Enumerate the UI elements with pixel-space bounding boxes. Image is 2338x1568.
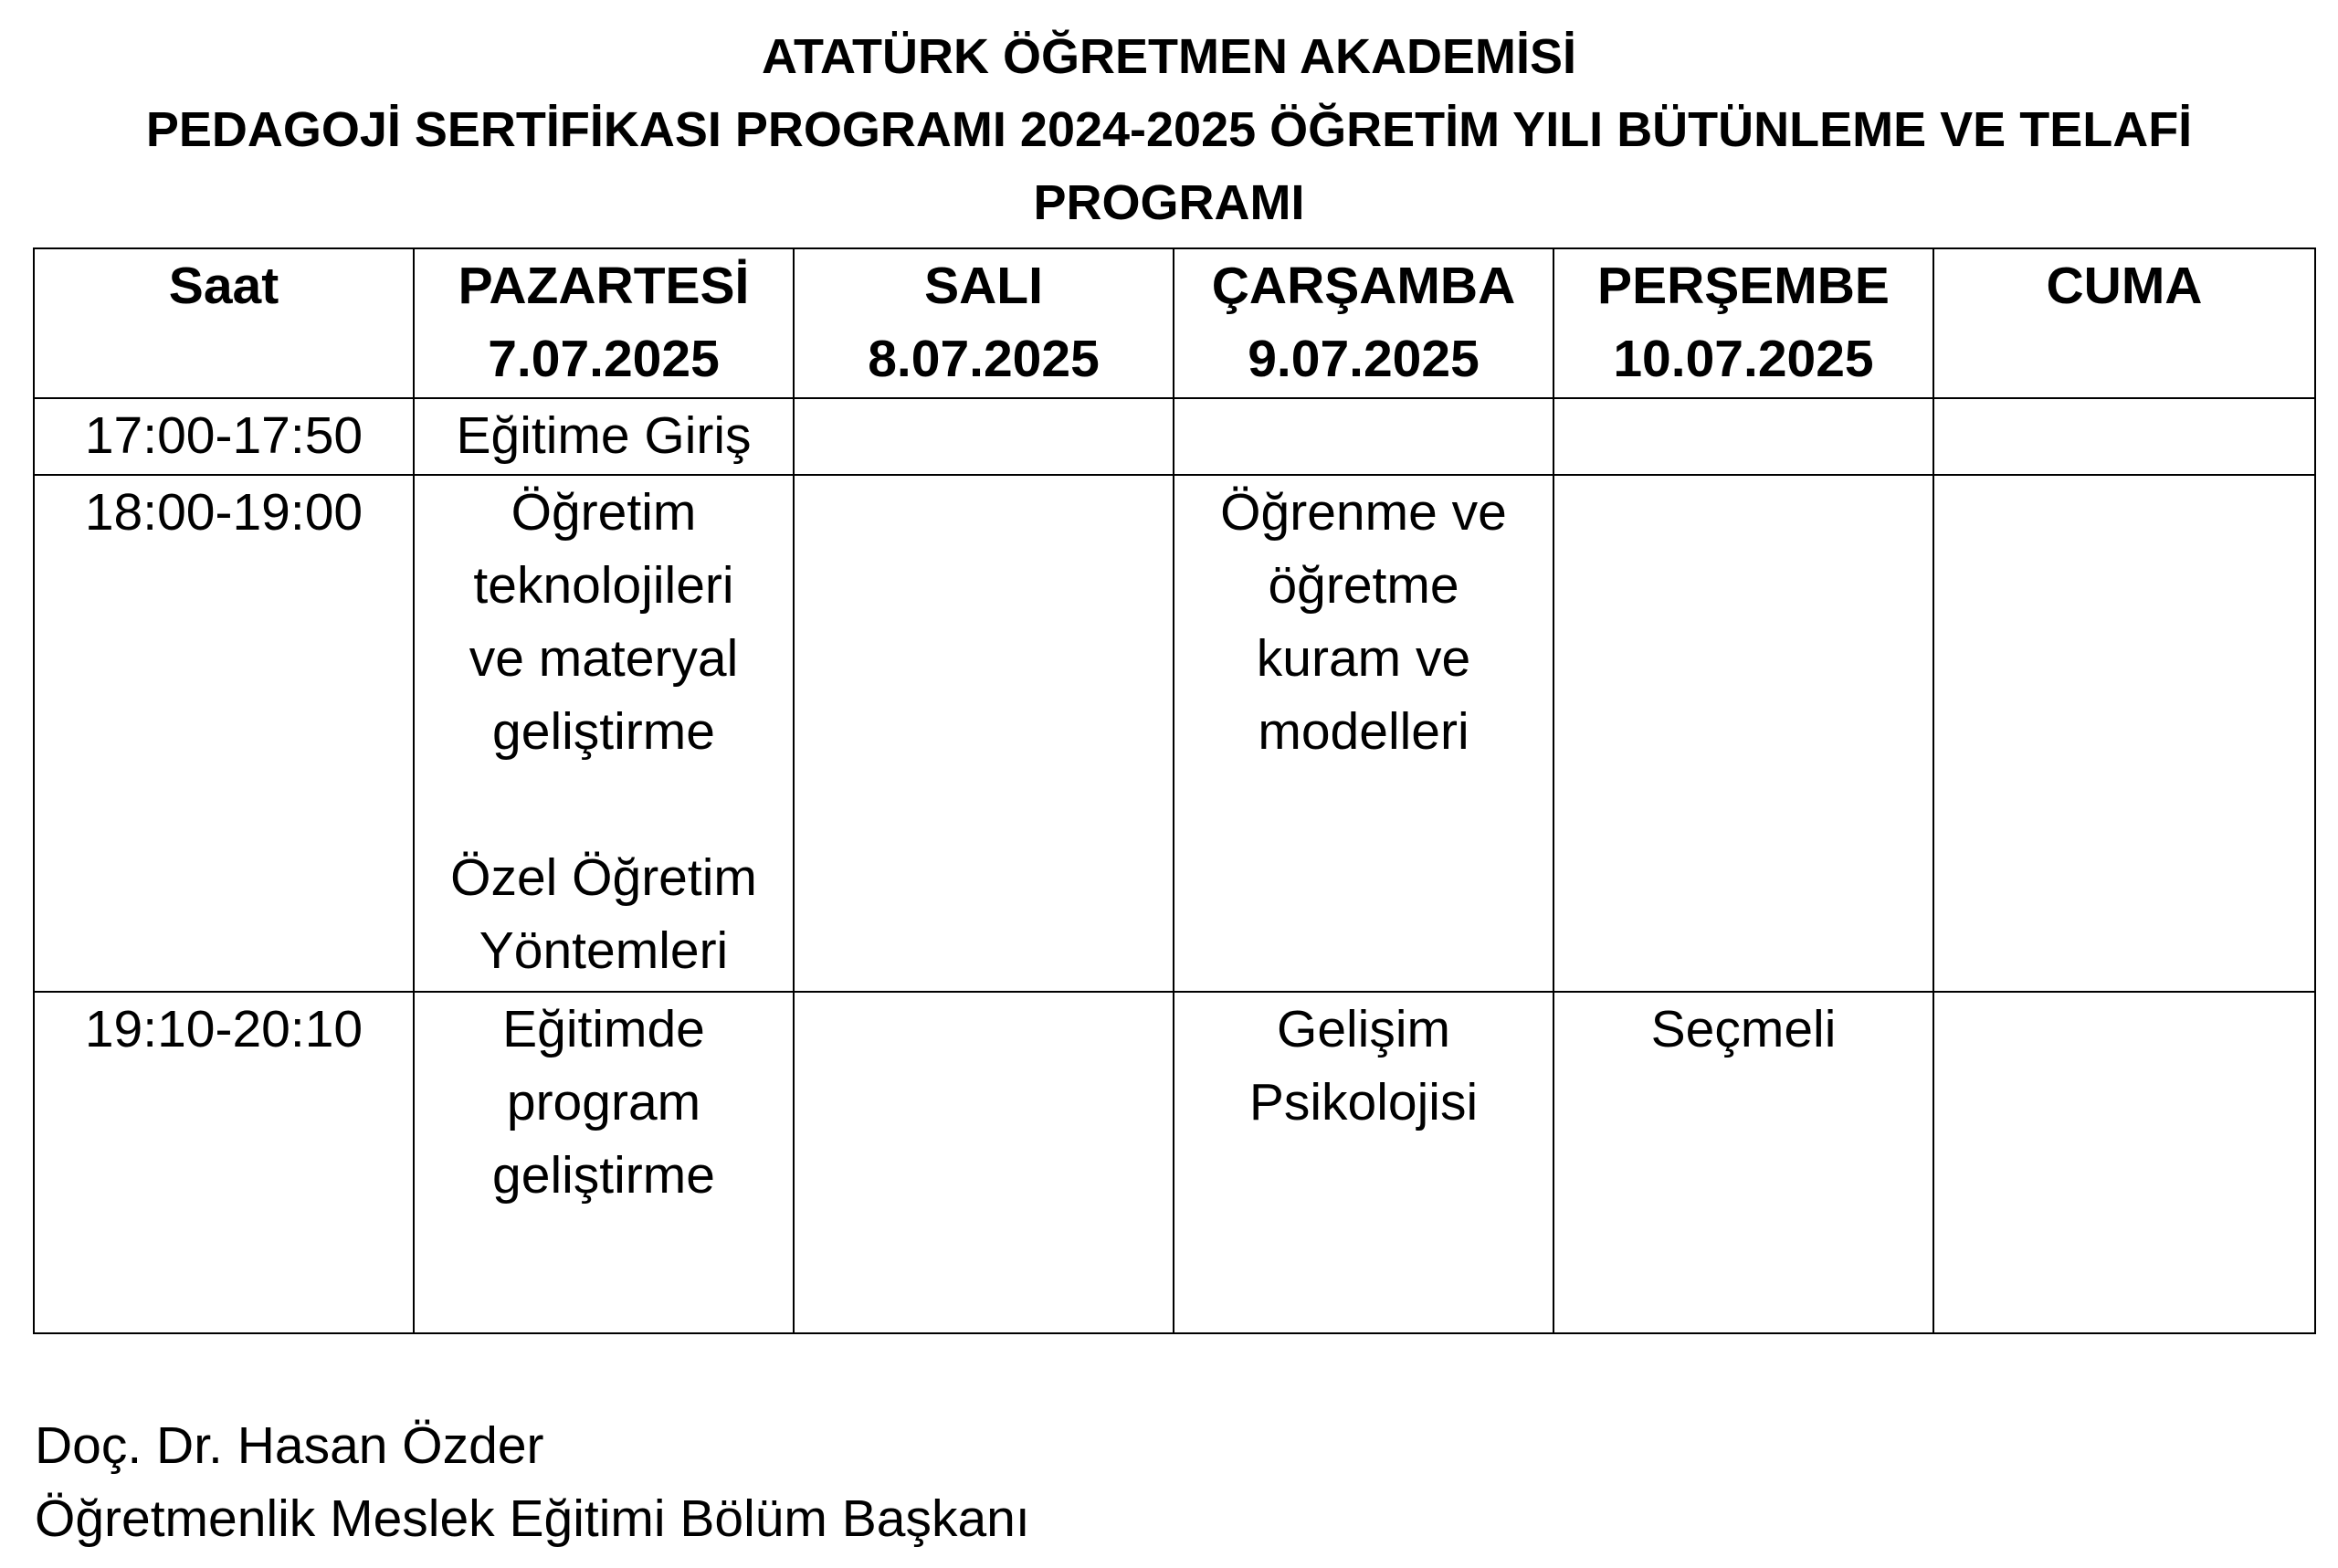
- column-header-tuesday: [794, 248, 1174, 398]
- institution-title: ATATÜRK ÖĞRETMEN AKADEMİSİ: [762, 29, 1576, 84]
- schedule-cell: [794, 475, 1174, 992]
- course-line: kuram ve: [1256, 629, 1471, 688]
- schedule-cell: [1174, 992, 1553, 1333]
- schedule-cell: [1553, 475, 1933, 992]
- program-title: PEDAGOJİ SERTİFİKASI PROGRAMI 2024-2025 ÖĞRETİM YILI BÜTÜNLEME VE TELAFİ PROGRAMI: [145, 102, 2193, 230]
- column-header-day: ÇARŞAMBA: [1211, 257, 1516, 315]
- schedule-cell: [1933, 475, 2315, 992]
- column-header-date: 8.07.2025: [868, 330, 1100, 388]
- schedule-cell: [1174, 475, 1553, 992]
- course-line: modelleri: [1258, 702, 1469, 761]
- signatory-name: Doç. Dr. Hasan Özder: [35, 1416, 544, 1475]
- column-header-day: CUMA: [2046, 257, 2203, 315]
- schedule-body: [34, 398, 2315, 1333]
- course-line: öğretme: [1268, 556, 1459, 615]
- course-line: Özel Öğretim: [450, 848, 757, 907]
- schedule-cell: [1553, 398, 1933, 475]
- course-line: Yöntemleri: [479, 921, 729, 980]
- course-line: program: [506, 1073, 701, 1131]
- course-line: Eğitimde: [502, 1000, 705, 1058]
- signatory-position: Öğretmenlik Meslek Eğitimi Bölüm Başkanı: [35, 1489, 1030, 1548]
- schedule-cell: [1174, 398, 1553, 475]
- course-line: Öğretim: [511, 483, 697, 542]
- time-cell: 19:10-20:10: [34, 992, 414, 1333]
- course-line: Öğrenme ve: [1220, 483, 1507, 542]
- schedule-cell: [414, 992, 794, 1333]
- schedule-cell: [414, 398, 794, 475]
- column-header-time: [34, 248, 414, 398]
- course-line: teknolojileri: [473, 556, 734, 615]
- table-row: [34, 398, 2315, 475]
- document-header: [0, 20, 2338, 239]
- header-row: [34, 248, 2315, 398]
- column-header-date: 7.07.2025: [488, 330, 720, 388]
- column-header-date: 10.07.2025: [1613, 330, 1874, 388]
- schedule-cell: [794, 992, 1174, 1333]
- course-line: ve materyal: [469, 629, 739, 688]
- schedule-table: [33, 247, 2316, 1334]
- course-line: Gelişim: [1276, 1000, 1450, 1058]
- table-row: [34, 992, 2315, 1333]
- schedule-cell: [1933, 398, 2315, 475]
- table-row: [34, 475, 2315, 992]
- course-line: geliştirme: [492, 702, 715, 761]
- schedule-cell: [1933, 992, 2315, 1333]
- schedule-cell: [1553, 992, 1933, 1333]
- time-cell: 17:00-17:50: [34, 398, 414, 475]
- course-line: Psikolojisi: [1248, 1073, 1479, 1131]
- column-header-wednesday: [1174, 248, 1553, 398]
- signature-block: [35, 1409, 1030, 1555]
- schedule-cell: [794, 398, 1174, 475]
- column-header-date: 9.07.2025: [1248, 330, 1480, 388]
- column-header-day: PAZARTESİ: [458, 257, 750, 315]
- column-header-day: PERŞEMBE: [1597, 257, 1890, 315]
- course-line: geliştirme: [492, 1146, 715, 1205]
- column-header-day: SALI: [924, 257, 1043, 315]
- course-line: Seçmeli: [1650, 1000, 1837, 1058]
- time-cell: 18:00-19:00: [34, 475, 414, 992]
- schedule-cell: [414, 475, 794, 992]
- column-header-monday: [414, 248, 794, 398]
- column-header-label: Saat: [168, 257, 279, 315]
- column-header-thursday: [1553, 248, 1933, 398]
- course-line: [426, 768, 782, 841]
- column-header-friday: [1933, 248, 2315, 398]
- course-line: Eğitime Giriş: [456, 406, 752, 465]
